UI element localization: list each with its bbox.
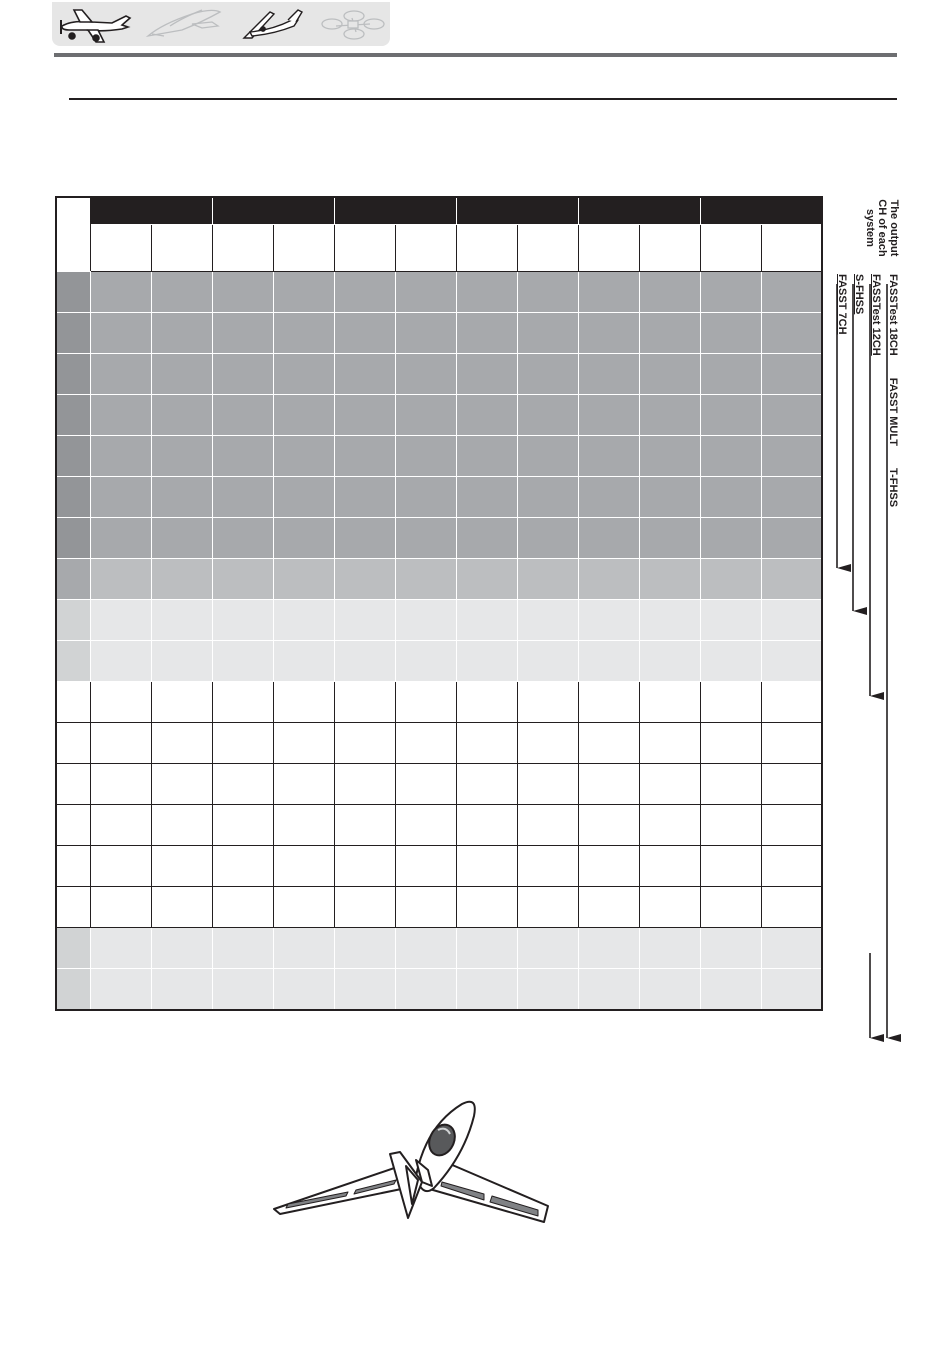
sub-header	[578, 225, 639, 272]
function-cell	[456, 477, 517, 518]
function-cell	[395, 641, 456, 682]
function-cell	[517, 969, 578, 1011]
function-cell	[456, 969, 517, 1011]
function-cell	[639, 559, 700, 600]
function-cell	[578, 969, 639, 1011]
function-cell	[578, 764, 639, 805]
function-cell	[212, 846, 273, 887]
function-cell	[639, 313, 700, 354]
fasst-mult-label: FASST MULT	[887, 377, 899, 446]
function-cell	[212, 518, 273, 559]
channel-cell	[56, 682, 90, 723]
table-row	[56, 436, 822, 477]
function-cell	[639, 600, 700, 641]
function-cell	[212, 477, 273, 518]
function-cell	[517, 887, 578, 928]
function-cell	[334, 436, 395, 477]
function-cell	[273, 559, 334, 600]
function-cell	[578, 436, 639, 477]
sfhss-label: S-FHSS	[853, 274, 865, 315]
function-cell	[273, 354, 334, 395]
function-cell	[700, 805, 761, 846]
function-cell	[700, 723, 761, 764]
function-cell	[273, 313, 334, 354]
fasstest12-label: FASSTest 12CH	[870, 274, 882, 356]
function-cell	[212, 395, 273, 436]
function-cell	[273, 805, 334, 846]
function-cell	[517, 313, 578, 354]
function-cell	[700, 928, 761, 969]
function-cell	[273, 928, 334, 969]
function-cell	[90, 928, 151, 969]
function-cell	[456, 436, 517, 477]
function-cell	[456, 928, 517, 969]
mode-header-4	[456, 197, 578, 225]
function-cell	[395, 395, 456, 436]
function-cell	[456, 354, 517, 395]
function-cell	[761, 436, 822, 477]
function-cell	[578, 641, 639, 682]
tfhss-label: T-FHSS	[887, 467, 899, 508]
function-cell	[456, 641, 517, 682]
function-cell	[395, 846, 456, 887]
mode-header-6	[700, 197, 822, 225]
function-cell	[212, 805, 273, 846]
mode-header-1	[90, 197, 212, 225]
function-cell	[151, 600, 212, 641]
channel-cell	[56, 600, 90, 641]
channel-cell	[56, 641, 90, 682]
function-cell	[578, 846, 639, 887]
sub-header	[639, 225, 700, 272]
function-cell	[639, 641, 700, 682]
function-cell	[90, 846, 151, 887]
function-cell	[761, 272, 822, 313]
function-cell	[334, 354, 395, 395]
function-cell	[761, 559, 822, 600]
function-cell	[578, 518, 639, 559]
function-cell	[334, 395, 395, 436]
function-cell	[700, 477, 761, 518]
function-cell	[517, 682, 578, 723]
function-cell	[456, 682, 517, 723]
function-cell	[456, 764, 517, 805]
function-cell	[395, 436, 456, 477]
function-cell	[395, 354, 456, 395]
function-cell	[517, 805, 578, 846]
function-cell	[761, 600, 822, 641]
sub-header	[517, 225, 578, 272]
channel-cell	[56, 805, 90, 846]
function-cell	[517, 600, 578, 641]
function-cell	[639, 272, 700, 313]
function-cell	[761, 764, 822, 805]
function-cell	[151, 805, 212, 846]
function-cell	[517, 518, 578, 559]
function-cell	[273, 436, 334, 477]
function-cell	[761, 477, 822, 518]
function-cell	[212, 969, 273, 1011]
sub-header	[151, 225, 212, 272]
table-row	[56, 682, 822, 723]
function-cell	[700, 559, 761, 600]
function-cell	[456, 887, 517, 928]
function-cell	[700, 682, 761, 723]
function-cell	[395, 518, 456, 559]
table-row	[56, 805, 822, 846]
table-row	[56, 846, 822, 887]
fasstest18-label: FASSTest 18CH	[887, 274, 899, 356]
function-cell	[334, 477, 395, 518]
channel-cell	[56, 354, 90, 395]
function-cell	[334, 272, 395, 313]
function-cell	[517, 395, 578, 436]
channel-cell	[56, 969, 90, 1011]
function-cell	[578, 723, 639, 764]
function-cell	[334, 969, 395, 1011]
function-cell	[90, 641, 151, 682]
function-cell	[578, 395, 639, 436]
table-row	[56, 354, 822, 395]
function-cell	[700, 846, 761, 887]
channel-cell	[56, 723, 90, 764]
function-cell	[456, 272, 517, 313]
table-row	[56, 518, 822, 559]
function-cell	[90, 559, 151, 600]
function-cell	[517, 477, 578, 518]
function-cell	[334, 313, 395, 354]
function-cell	[151, 395, 212, 436]
function-cell	[761, 313, 822, 354]
function-cell	[334, 682, 395, 723]
function-cell	[151, 559, 212, 600]
function-cell	[334, 805, 395, 846]
function-cell	[212, 723, 273, 764]
table-row	[56, 928, 822, 969]
function-cell	[151, 887, 212, 928]
table-row	[56, 969, 822, 1011]
function-cell	[700, 518, 761, 559]
fasst7-label: FASST 7CH	[836, 274, 848, 335]
function-cell	[395, 313, 456, 354]
function-cell	[90, 805, 151, 846]
function-cell	[395, 272, 456, 313]
function-cell	[90, 354, 151, 395]
function-cell	[761, 887, 822, 928]
function-cell	[273, 477, 334, 518]
function-cell	[151, 764, 212, 805]
channel-column-header	[56, 197, 90, 272]
function-cell	[639, 969, 700, 1011]
function-cell	[395, 559, 456, 600]
channel-cell	[56, 477, 90, 518]
function-cell	[395, 928, 456, 969]
function-cell	[639, 518, 700, 559]
function-cell	[761, 682, 822, 723]
function-cell	[90, 682, 151, 723]
function-cell	[395, 887, 456, 928]
sub-header	[395, 225, 456, 272]
function-cell	[639, 682, 700, 723]
mode-header-row	[56, 197, 822, 225]
function-cell	[578, 805, 639, 846]
channel-cell	[56, 764, 90, 805]
channel-cell	[56, 313, 90, 354]
function-cell	[334, 518, 395, 559]
function-cell	[761, 805, 822, 846]
function-cell	[578, 600, 639, 641]
function-cell	[700, 764, 761, 805]
function-cell	[334, 723, 395, 764]
function-cell	[212, 928, 273, 969]
table-row	[56, 395, 822, 436]
function-cell	[90, 723, 151, 764]
function-cell	[761, 928, 822, 969]
function-cell	[151, 354, 212, 395]
function-cell	[639, 846, 700, 887]
function-cell	[273, 969, 334, 1011]
function-cell	[273, 641, 334, 682]
function-cell	[395, 764, 456, 805]
channel-output-table	[55, 196, 823, 1011]
function-cell	[273, 600, 334, 641]
function-cell	[273, 682, 334, 723]
function-cell	[639, 436, 700, 477]
function-cell	[90, 477, 151, 518]
system-legend	[822, 196, 922, 1056]
function-cell	[761, 969, 822, 1011]
channel-rows	[56, 272, 822, 1011]
function-cell	[456, 723, 517, 764]
function-cell	[700, 969, 761, 1011]
channel-cell	[56, 846, 90, 887]
function-cell	[334, 764, 395, 805]
function-cell	[151, 723, 212, 764]
function-cell	[517, 272, 578, 313]
function-cell	[90, 272, 151, 313]
function-cell	[456, 805, 517, 846]
table-row	[56, 600, 822, 641]
function-cell	[212, 354, 273, 395]
function-cell	[761, 395, 822, 436]
function-cell	[761, 723, 822, 764]
function-cell	[456, 600, 517, 641]
function-cell	[761, 518, 822, 559]
function-cell	[273, 764, 334, 805]
header-rule	[54, 53, 897, 57]
function-cell	[90, 600, 151, 641]
function-cell	[212, 436, 273, 477]
function-cell	[151, 641, 212, 682]
function-cell	[517, 723, 578, 764]
function-cell	[761, 354, 822, 395]
function-cell	[578, 559, 639, 600]
function-cell	[456, 395, 517, 436]
function-cell	[761, 846, 822, 887]
function-cell	[90, 518, 151, 559]
function-cell	[639, 395, 700, 436]
function-cell	[273, 272, 334, 313]
function-cell	[639, 764, 700, 805]
function-cell	[517, 436, 578, 477]
sub-header	[700, 225, 761, 272]
function-cell	[395, 682, 456, 723]
channel-cell	[56, 436, 90, 477]
channel-cell	[56, 395, 90, 436]
function-cell	[212, 559, 273, 600]
channel-cell	[56, 559, 90, 600]
sub-header	[456, 225, 517, 272]
function-cell	[90, 969, 151, 1011]
function-cell	[700, 436, 761, 477]
function-cell	[700, 272, 761, 313]
legend-title: The output CH of each system	[864, 199, 900, 257]
function-cell	[334, 928, 395, 969]
function-cell	[517, 764, 578, 805]
function-cell	[334, 600, 395, 641]
function-cell	[273, 887, 334, 928]
function-cell	[395, 723, 456, 764]
function-cell	[517, 354, 578, 395]
function-cell	[700, 313, 761, 354]
table-row	[56, 641, 822, 682]
sub-header	[90, 225, 151, 272]
function-cell	[151, 272, 212, 313]
function-cell	[578, 887, 639, 928]
function-cell	[151, 969, 212, 1011]
function-cell	[700, 887, 761, 928]
function-cell	[639, 887, 700, 928]
function-cell	[212, 600, 273, 641]
table-row	[56, 559, 822, 600]
table-row	[56, 477, 822, 518]
function-cell	[578, 477, 639, 518]
function-cell	[456, 846, 517, 887]
function-cell	[578, 682, 639, 723]
function-cell	[639, 477, 700, 518]
function-cell	[395, 600, 456, 641]
function-cell	[700, 395, 761, 436]
table-row	[56, 764, 822, 805]
sub-header	[761, 225, 822, 272]
function-cell	[151, 846, 212, 887]
sailplane-icon	[244, 10, 302, 38]
function-cell	[334, 559, 395, 600]
function-cell	[273, 395, 334, 436]
function-cell	[456, 559, 517, 600]
function-cell	[151, 682, 212, 723]
function-cell	[334, 887, 395, 928]
function-cell	[212, 887, 273, 928]
function-cell	[151, 477, 212, 518]
sub-header	[334, 225, 395, 272]
function-cell	[761, 641, 822, 682]
function-cell	[578, 313, 639, 354]
jet-illustration	[266, 1096, 556, 1226]
function-cell	[395, 805, 456, 846]
model-type-tab	[52, 2, 390, 46]
function-cell	[456, 518, 517, 559]
mode-header-5	[578, 197, 700, 225]
function-cell	[334, 641, 395, 682]
function-cell	[212, 313, 273, 354]
function-cell	[700, 600, 761, 641]
function-cell	[273, 723, 334, 764]
function-cell	[700, 354, 761, 395]
function-cell	[90, 436, 151, 477]
function-cell	[700, 641, 761, 682]
function-cell	[517, 641, 578, 682]
channel-cell	[56, 887, 90, 928]
function-cell	[212, 272, 273, 313]
multicopter-icon	[322, 11, 384, 39]
function-cell	[273, 846, 334, 887]
section-rule	[69, 98, 897, 100]
function-cell	[395, 477, 456, 518]
table-row	[56, 723, 822, 764]
function-cell	[517, 846, 578, 887]
function-cell	[90, 313, 151, 354]
function-cell	[90, 764, 151, 805]
function-cell	[151, 928, 212, 969]
function-cell	[639, 354, 700, 395]
function-cell	[212, 641, 273, 682]
legend-group-18ch	[887, 274, 899, 507]
channel-cell	[56, 928, 90, 969]
function-cell	[639, 805, 700, 846]
function-cell	[273, 518, 334, 559]
mode-header-3	[334, 197, 456, 225]
function-cell	[517, 928, 578, 969]
function-cell	[212, 682, 273, 723]
function-cell	[578, 272, 639, 313]
channel-cell	[56, 518, 90, 559]
function-cell	[456, 313, 517, 354]
glider-outline-icon	[148, 10, 220, 36]
table-row	[56, 313, 822, 354]
function-cell	[151, 518, 212, 559]
function-cell	[90, 395, 151, 436]
sub-header	[212, 225, 273, 272]
sub-header	[273, 225, 334, 272]
airplane-icon	[61, 10, 130, 42]
table-row	[56, 887, 822, 928]
mode-header-2	[212, 197, 334, 225]
function-cell	[517, 559, 578, 600]
function-cell	[578, 354, 639, 395]
function-cell	[639, 928, 700, 969]
function-cell	[151, 313, 212, 354]
function-cell	[395, 969, 456, 1011]
table-row	[56, 272, 822, 313]
function-cell	[578, 928, 639, 969]
function-cell	[334, 846, 395, 887]
channel-cell	[56, 272, 90, 313]
function-cell	[90, 887, 151, 928]
function-cell	[212, 764, 273, 805]
function-cell	[151, 436, 212, 477]
function-cell	[639, 723, 700, 764]
sub-header-row	[56, 225, 822, 272]
